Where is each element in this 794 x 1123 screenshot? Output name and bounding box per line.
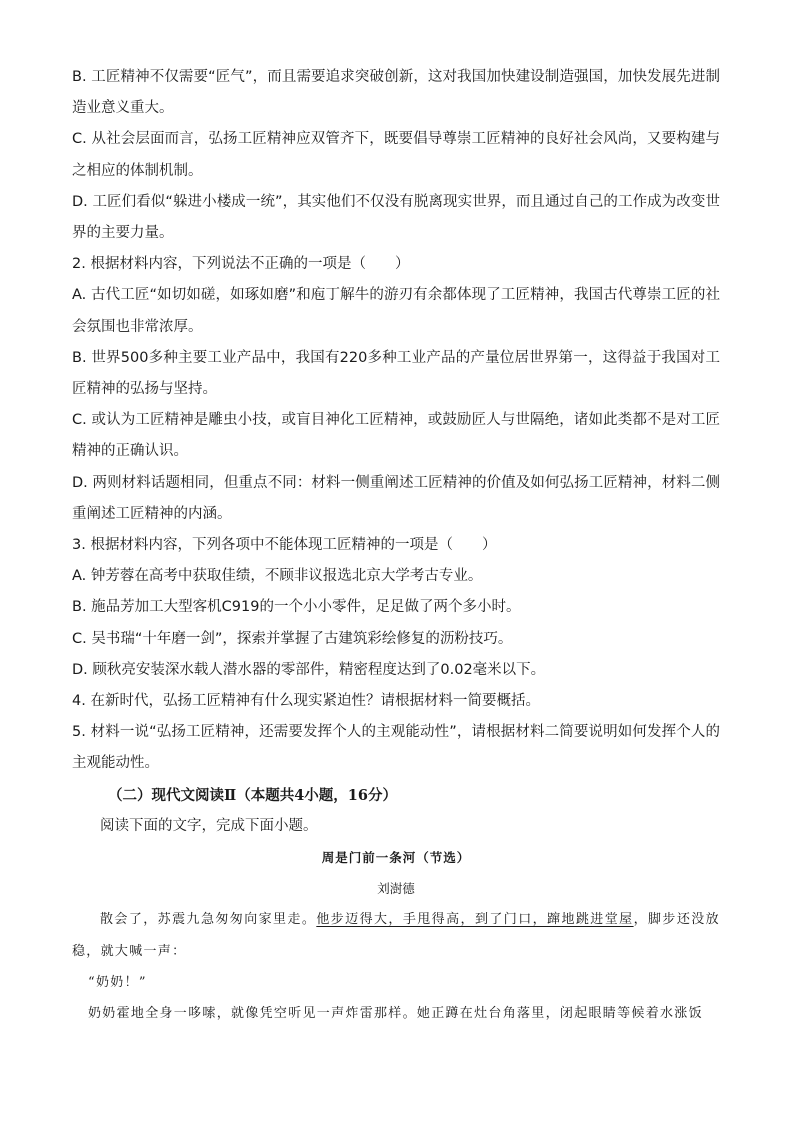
q3-option-b: B. 施品芳加工大型客机C919的一个小小零件，足足做了两个多小时。 bbox=[72, 599, 521, 616]
underlined-sentence: 他步迈得大，手甩得高，到了门口，蹿地跳进堂屋 bbox=[316, 912, 634, 928]
q2-option-d: D. 两则材料话题相同，但重点不同：材料一侧重阐述工匠精神的价值及如何弘扬工匠精神，材料二侧重阐述工匠精神的内涵。 bbox=[72, 474, 720, 522]
section-heading: （二）现代文阅读Ⅱ（本题共4小题，16分） bbox=[108, 786, 397, 804]
story-dialogue: “奶奶！” bbox=[88, 974, 147, 990]
q2-option-c: C. 或认为工匠精神是雕虫小技，或盲目神化工匠精神，或鼓励匠人与世隔绝，诸如此类都不是对工匠精神的正确认识。 bbox=[72, 412, 720, 460]
story-title: 周是门前一条河（节选） bbox=[321, 850, 471, 866]
q2-option-a: A. 古代工匠“如切如磋，如琢如磨”和庖丁解牛的游刃有余都体现了工匠精神，我国古代尊崇工匠的社会氛围也非常浓厚。 bbox=[72, 287, 720, 335]
q3-option-a: A. 钟芳蓉在高考中获取佳绩，不顾非议报选北京大学考古专业。 bbox=[72, 568, 483, 585]
q2-stem: 2. 根据材料内容，下列说法不正确的一项是（ ） bbox=[72, 256, 410, 273]
q1-option-b: B. 工匠精神不仅需要“匠气”，而且需要追求突破创新，这对我国加快建设制造强国，加快发展先进制造业意义重大。 bbox=[72, 69, 720, 117]
q1-option-c: C. 从社会层面而言，弘扬工匠精神应双管齐下，既要倡导尊崇工匠精神的良好社会风尚，又要构建与之相应的体制机制。 bbox=[72, 131, 720, 179]
story-author: 刘澍德 bbox=[377, 881, 415, 897]
exam-page bbox=[72, 62, 720, 1029]
story-text: ，脚步还没放稳，就大喊一声： bbox=[72, 912, 720, 959]
q2-option-b: B. 世界500多种主要工业产品中，我国有220多种工业产品的产量位居世界第一，这得益于我国对工匠精神的弘扬与坚持。 bbox=[72, 349, 720, 398]
q3-stem: 3. 根据材料内容，下列各项中不能体现工匠精神的一项是（ ） bbox=[72, 537, 497, 554]
story-text: 散会了，苏震九急匆匆向家里走。 bbox=[100, 912, 317, 928]
reading-instruction: 阅读下面的文字，完成下面小题。 bbox=[100, 817, 318, 834]
story-paragraph-3: 奶奶霍地全身一哆嗦，就像凭空听见一声炸雷那样。她正蹲在灶台角落里，闭起眼睛等候着水涨饭 bbox=[88, 1006, 703, 1022]
story-paragraph-1 bbox=[72, 904, 720, 966]
q3-option-c: C. 吴书瑞“十年磨一剑”，探索并掌握了古建筑彩绘修复的沥粉技巧。 bbox=[72, 630, 513, 647]
q1-option-d: D. 工匠们看似“躲进小楼成一统”，其实他们不仅没有脱离现实世界，而且通过自己的工作成为改变世界的主要力量。 bbox=[72, 193, 720, 242]
q4-stem: 4. 在新时代，弘扬工匠精神有什么现实紧迫性？请根据材料一简要概括。 bbox=[72, 693, 540, 710]
q5-stem: 5. 材料一说“弘扬工匠精神，还需要发挥个人的主观能动性”，请根据材料二简要说明如何发挥个人的主观能动性。 bbox=[72, 724, 720, 772]
q3-option-d: D. 顾秋亮安装深水载人潜水器的零部件，精密程度达到了0.02毫米以下。 bbox=[72, 661, 546, 678]
